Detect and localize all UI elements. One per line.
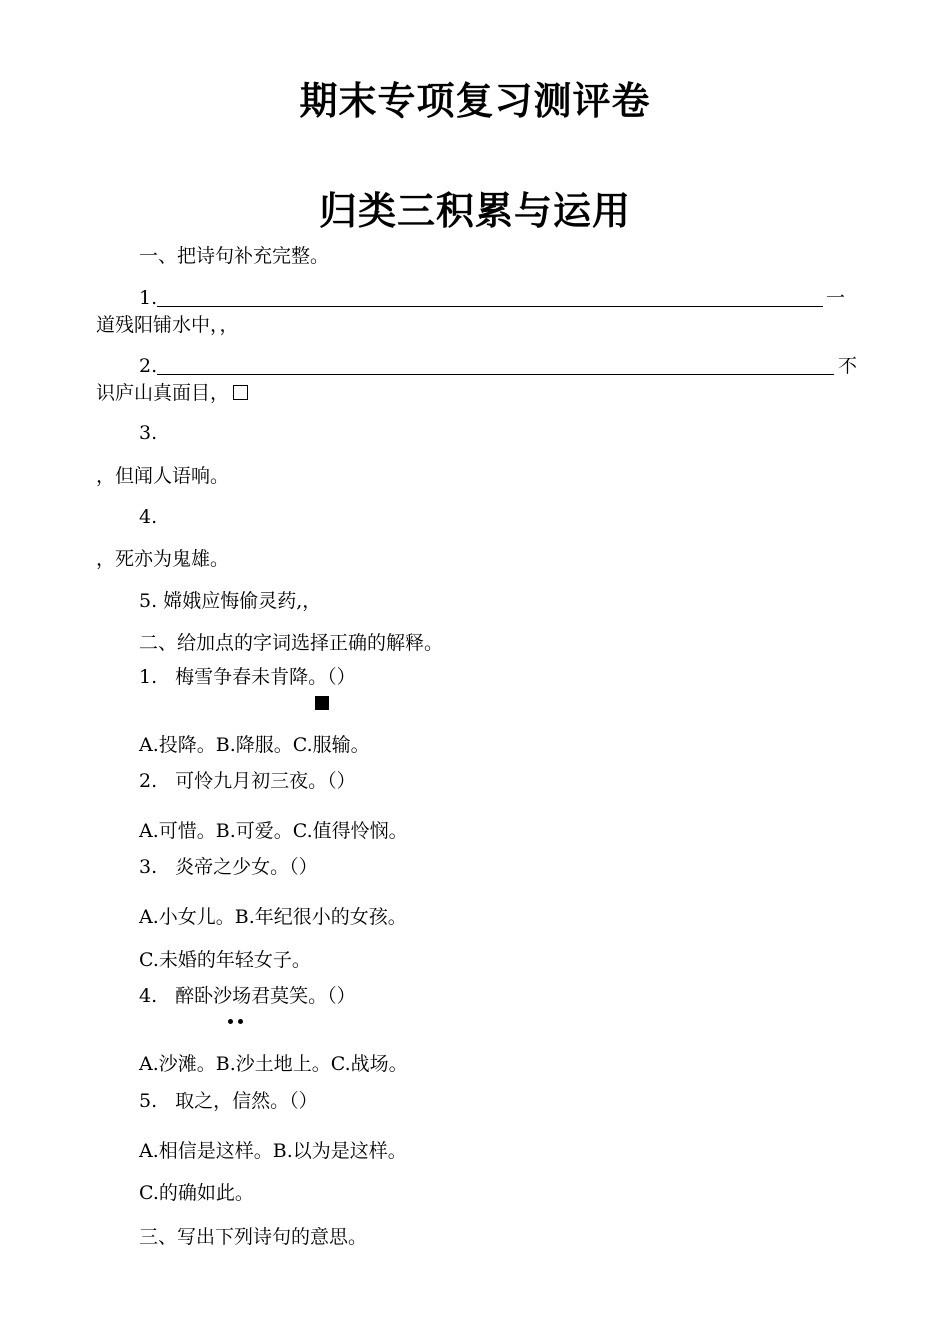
question-2-options: A.可惜。B.可爱。C.值得怜悯。 <box>139 820 408 842</box>
emphasis-square-icon <box>315 696 329 710</box>
question-5-number: 5. <box>139 1090 158 1112</box>
page-subtitle: 归类三积累与运用 <box>318 189 631 233</box>
fill-item-4-continuation: ，死亦为鬼雄。 <box>96 548 230 570</box>
fill-item-2-tail: 不 <box>838 355 858 377</box>
fill-item-1-continuation: 道残阳铺水中，， <box>96 314 239 336</box>
fill-item-5-number: 5. <box>139 590 158 612</box>
question-5 <box>139 1088 318 1114</box>
question-3-options-a: A.小女儿。B.年纪很小的女孩。 <box>139 906 407 928</box>
empty-box-icon <box>233 385 248 400</box>
fill-item-1-number: 1. <box>139 287 158 309</box>
question-1 <box>139 664 356 690</box>
question-4-options: A.沙滩。B.沙土地上。C.战场。 <box>139 1053 408 1075</box>
fill-item-2-continuation: 识庐山真面目， <box>96 382 230 404</box>
question-3-text: 炎帝之少女。（） <box>175 856 318 878</box>
question-5-text: 取之，信然。（） <box>175 1090 318 1112</box>
question-1-options: A.投降。B.降服。C.服输。 <box>139 734 370 756</box>
question-5-options-b: C.的确如此。 <box>139 1182 254 1204</box>
fill-item-5 <box>139 588 321 614</box>
fill-item-1-tail: 一 <box>826 287 846 309</box>
section2-heading: 二、给加点的字词选择正确的解释。 <box>139 632 444 654</box>
question-4-text: 醉卧沙场君莫笑。（） <box>175 985 356 1007</box>
question-4-number: 4. <box>139 985 158 1007</box>
question-1-number: 1. <box>139 666 158 688</box>
section1-heading: 一、把诗句补充完整。 <box>139 245 330 267</box>
fill-item-5-text: 嫦娥应悔偷灵药,， <box>163 590 322 612</box>
question-3-number: 3. <box>139 856 158 878</box>
page-title: 期末专项复习测评卷 <box>299 79 651 123</box>
section3-heading: 三、写出下列诗句的意思。 <box>139 1226 368 1248</box>
question-2 <box>139 768 356 794</box>
question-3 <box>139 854 318 880</box>
fill-blank-2[interactable] <box>157 374 834 375</box>
question-4 <box>139 983 356 1009</box>
question-5-options-a: A.相信是这样。B.以为是这样。 <box>139 1140 407 1162</box>
fill-item-3-continuation: ，但闻人语响。 <box>96 465 230 487</box>
question-2-number: 2. <box>139 770 158 792</box>
fill-item-2-number: 2. <box>139 355 158 377</box>
question-2-text: 可怜九月初三夜。（） <box>175 770 356 792</box>
fill-item-4-number: 4. <box>139 506 158 528</box>
question-1-text: 梅雪争春未肯降。（） <box>175 666 356 688</box>
fill-item-2-continuation-line <box>96 380 248 406</box>
emphasis-dot-icon <box>228 1019 233 1024</box>
question-3-options-b: C.未婚的年轻女子。 <box>139 949 311 971</box>
emphasis-dot-icon <box>238 1019 243 1024</box>
fill-blank-1[interactable] <box>157 306 823 307</box>
fill-item-3-number: 3. <box>139 422 158 444</box>
